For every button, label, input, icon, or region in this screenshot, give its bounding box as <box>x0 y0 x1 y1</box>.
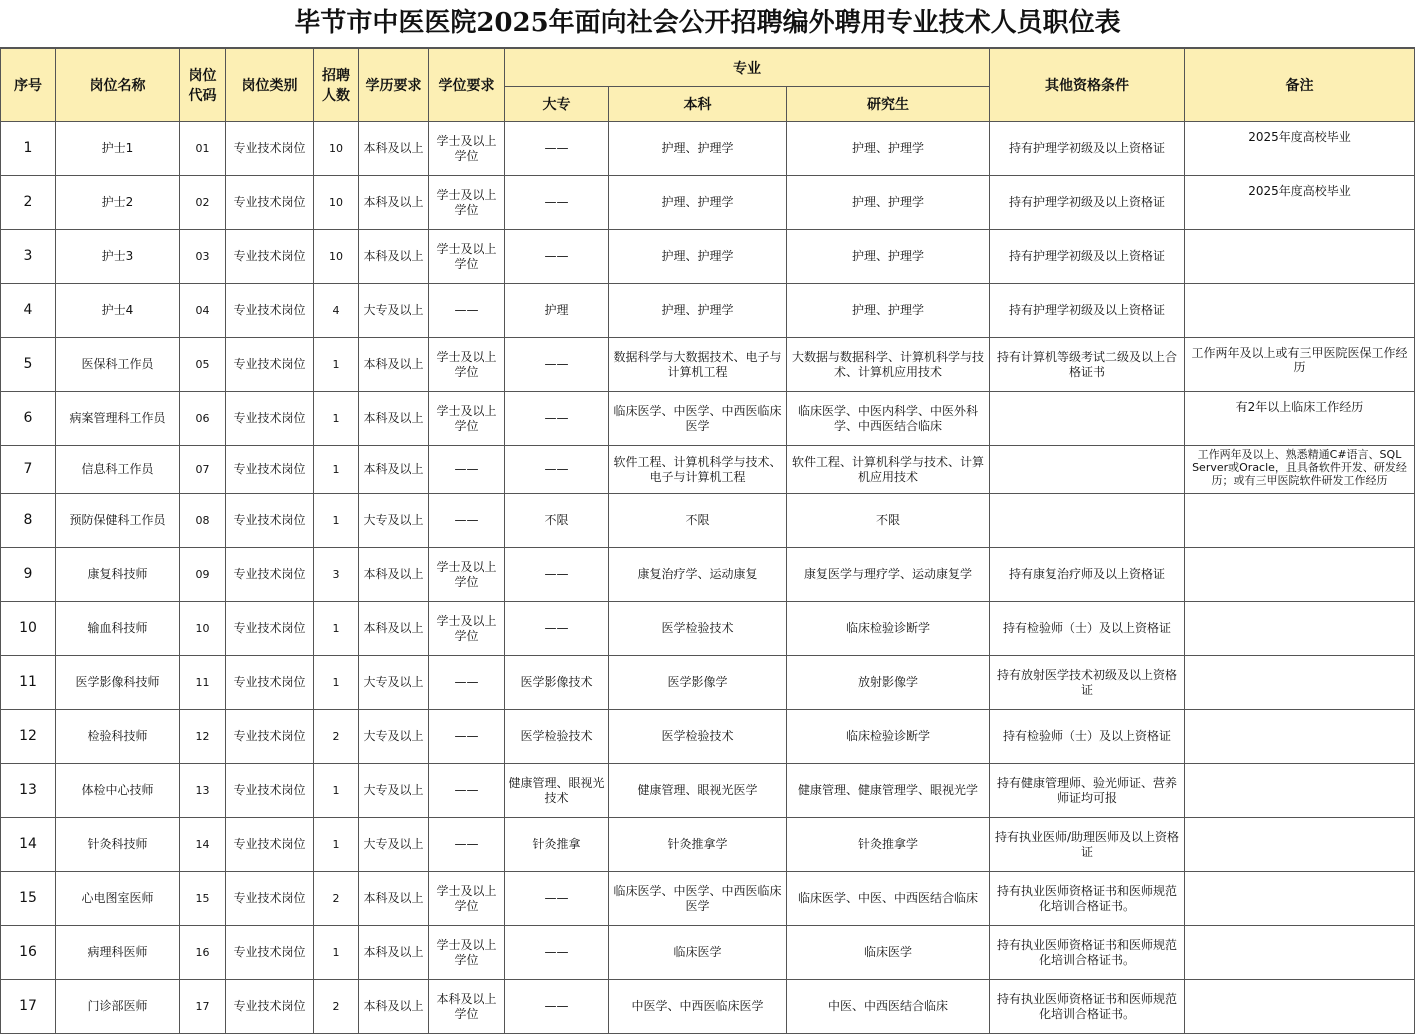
cell-other: 持有执业医师资格证书和医师规范化培训合格证书。 <box>990 926 1185 980</box>
cell-junior: 健康管理、眼视光技术 <box>505 764 609 818</box>
cell-code: 03 <box>180 230 226 284</box>
cell-note <box>1185 872 1415 926</box>
cell-other: 持有护理学初级及以上资格证 <box>990 176 1185 230</box>
cell-code: 17 <box>180 980 226 1034</box>
table-body <box>1 122 1415 1034</box>
cell-junior: 针灸推拿 <box>505 818 609 872</box>
cell-degree: 学士及以上学位 <box>429 230 505 284</box>
cell-code: 11 <box>180 656 226 710</box>
cell-seq: 4 <box>1 284 56 338</box>
cell-seq: 9 <box>1 548 56 602</box>
cell-code: 05 <box>180 338 226 392</box>
cell-other: 持有执业医师资格证书和医师规范化培训合格证书。 <box>990 980 1185 1034</box>
cell-seq: 16 <box>1 926 56 980</box>
cell-note <box>1185 656 1415 710</box>
cell-seq: 12 <box>1 710 56 764</box>
cell-seq: 17 <box>1 980 56 1034</box>
cell-count: 1 <box>314 818 359 872</box>
cell-grad: 大数据与数据科学、计算机科学与技术、计算机应用技术 <box>787 338 990 392</box>
header-type: 岗位类别 <box>226 49 314 122</box>
cell-code: 01 <box>180 122 226 176</box>
cell-note <box>1185 926 1415 980</box>
cell-grad: 针灸推拿学 <box>787 818 990 872</box>
cell-name: 护士4 <box>56 284 180 338</box>
cell-note <box>1185 710 1415 764</box>
cell-type: 专业技术岗位 <box>226 872 314 926</box>
cell-bachelor: 中医学、中西医临床医学 <box>609 980 787 1034</box>
cell-bachelor: 数据科学与大数据技术、电子与计算机工程 <box>609 338 787 392</box>
header-edu: 学历要求 <box>359 49 429 122</box>
cell-type: 专业技术岗位 <box>226 230 314 284</box>
cell-note: 2025年度高校毕业 <box>1185 122 1415 176</box>
cell-bachelor: 针灸推拿学 <box>609 818 787 872</box>
cell-type: 专业技术岗位 <box>226 656 314 710</box>
cell-type: 专业技术岗位 <box>226 602 314 656</box>
header-bachelor: 本科 <box>609 87 787 122</box>
cell-code: 16 <box>180 926 226 980</box>
cell-edu: 大专及以上 <box>359 764 429 818</box>
cell-bachelor: 临床医学、中医学、中西医临床医学 <box>609 872 787 926</box>
cell-junior: —— <box>505 602 609 656</box>
cell-name: 输血科技师 <box>56 602 180 656</box>
cell-junior: —— <box>505 338 609 392</box>
cell-other: 持有护理学初级及以上资格证 <box>990 230 1185 284</box>
cell-seq: 1 <box>1 122 56 176</box>
cell-junior: —— <box>505 176 609 230</box>
cell-edu: 本科及以上 <box>359 926 429 980</box>
cell-count: 10 <box>314 122 359 176</box>
cell-note: 工作两年及以上、熟悉精通C#语言、SQL Server或Oracle，且具备软件开发、研发经历；或有三甲医院软件研发工作经历 <box>1185 446 1415 494</box>
cell-edu: 本科及以上 <box>359 392 429 446</box>
cell-bachelor: 康复治疗学、运动康复 <box>609 548 787 602</box>
table-row <box>1 710 1415 764</box>
cell-bachelor: 软件工程、计算机科学与技术、电子与计算机工程 <box>609 446 787 494</box>
cell-other <box>990 392 1185 446</box>
table-row <box>1 494 1415 548</box>
cell-edu: 大专及以上 <box>359 494 429 548</box>
cell-seq: 7 <box>1 446 56 494</box>
cell-other: 持有放射医学技术初级及以上资格证 <box>990 656 1185 710</box>
cell-degree: 学士及以上学位 <box>429 602 505 656</box>
cell-other: 持有检验师（士）及以上资格证 <box>990 710 1185 764</box>
cell-count: 2 <box>314 980 359 1034</box>
cell-note <box>1185 284 1415 338</box>
cell-type: 专业技术岗位 <box>226 764 314 818</box>
cell-note: 工作两年及以上或有三甲医院医保工作经历 <box>1185 338 1415 392</box>
cell-code: 08 <box>180 494 226 548</box>
table-row <box>1 818 1415 872</box>
table-row <box>1 446 1415 494</box>
cell-other: 持有护理学初级及以上资格证 <box>990 122 1185 176</box>
cell-name: 护士3 <box>56 230 180 284</box>
table-row <box>1 872 1415 926</box>
cell-note <box>1185 602 1415 656</box>
cell-grad: 临床医学、中医内科学、中医外科学、中西医结合临床 <box>787 392 990 446</box>
cell-note <box>1185 230 1415 284</box>
cell-junior: —— <box>505 872 609 926</box>
cell-type: 专业技术岗位 <box>226 446 314 494</box>
header-degree: 学位要求 <box>429 49 505 122</box>
cell-seq: 2 <box>1 176 56 230</box>
cell-note <box>1185 764 1415 818</box>
cell-note <box>1185 980 1415 1034</box>
cell-code: 12 <box>180 710 226 764</box>
cell-seq: 5 <box>1 338 56 392</box>
cell-degree: —— <box>429 446 505 494</box>
cell-note <box>1185 548 1415 602</box>
cell-junior: 护理 <box>505 284 609 338</box>
cell-count: 1 <box>314 602 359 656</box>
cell-junior: 医学检验技术 <box>505 710 609 764</box>
cell-degree: —— <box>429 284 505 338</box>
cell-grad: 康复医学与理疗学、运动康复学 <box>787 548 990 602</box>
header-other: 其他资格条件 <box>990 49 1185 122</box>
cell-name: 预防保健科工作员 <box>56 494 180 548</box>
cell-edu: 大专及以上 <box>359 818 429 872</box>
cell-code: 10 <box>180 602 226 656</box>
cell-name: 护士2 <box>56 176 180 230</box>
cell-junior: —— <box>505 230 609 284</box>
cell-bachelor: 医学影像学 <box>609 656 787 710</box>
cell-name: 检验科技师 <box>56 710 180 764</box>
cell-degree: 学士及以上学位 <box>429 392 505 446</box>
cell-code: 02 <box>180 176 226 230</box>
cell-edu: 本科及以上 <box>359 872 429 926</box>
cell-name: 门诊部医师 <box>56 980 180 1034</box>
cell-junior: —— <box>505 392 609 446</box>
table-row <box>1 284 1415 338</box>
cell-degree: —— <box>429 818 505 872</box>
cell-bachelor: 健康管理、眼视光医学 <box>609 764 787 818</box>
cell-junior: —— <box>505 926 609 980</box>
cell-degree: —— <box>429 494 505 548</box>
header-grad: 研究生 <box>787 87 990 122</box>
cell-type: 专业技术岗位 <box>226 710 314 764</box>
cell-seq: 15 <box>1 872 56 926</box>
cell-seq: 3 <box>1 230 56 284</box>
table-row <box>1 176 1415 230</box>
cell-degree: 学士及以上学位 <box>429 926 505 980</box>
cell-code: 14 <box>180 818 226 872</box>
cell-code: 07 <box>180 446 226 494</box>
cell-grad: 护理、护理学 <box>787 230 990 284</box>
cell-note <box>1185 494 1415 548</box>
cell-name: 康复科技师 <box>56 548 180 602</box>
header-major: 专业 <box>505 49 990 87</box>
cell-grad: 健康管理、健康管理学、眼视光学 <box>787 764 990 818</box>
table-row <box>1 122 1415 176</box>
cell-grad: 放射影像学 <box>787 656 990 710</box>
cell-bachelor: 临床医学、中医学、中西医临床医学 <box>609 392 787 446</box>
cell-bachelor: 护理、护理学 <box>609 230 787 284</box>
cell-edu: 本科及以上 <box>359 176 429 230</box>
table-row <box>1 980 1415 1034</box>
table-row <box>1 392 1415 446</box>
cell-name: 医保科工作员 <box>56 338 180 392</box>
cell-degree: —— <box>429 656 505 710</box>
cell-other <box>990 494 1185 548</box>
header-count: 招聘人数 <box>314 49 359 122</box>
cell-junior: —— <box>505 548 609 602</box>
cell-count: 3 <box>314 548 359 602</box>
cell-count: 1 <box>314 392 359 446</box>
cell-degree: 学士及以上学位 <box>429 122 505 176</box>
cell-note <box>1185 818 1415 872</box>
table-row <box>1 230 1415 284</box>
page-title: 毕节市中医医院2025年面向社会公开招聘编外聘用专业技术人员职位表 <box>0 0 1415 48</box>
cell-grad: 临床检验诊断学 <box>787 602 990 656</box>
cell-edu: 本科及以上 <box>359 122 429 176</box>
table-row <box>1 926 1415 980</box>
cell-grad: 临床医学 <box>787 926 990 980</box>
cell-degree: —— <box>429 764 505 818</box>
cell-grad: 中医、中西医结合临床 <box>787 980 990 1034</box>
cell-seq: 8 <box>1 494 56 548</box>
cell-junior: —— <box>505 980 609 1034</box>
cell-junior: 不限 <box>505 494 609 548</box>
cell-other: 持有检验师（士）及以上资格证 <box>990 602 1185 656</box>
cell-bachelor: 医学检验技术 <box>609 710 787 764</box>
cell-name: 医学影像科技师 <box>56 656 180 710</box>
cell-edu: 大专及以上 <box>359 710 429 764</box>
cell-note: 2025年度高校毕业 <box>1185 176 1415 230</box>
cell-edu: 大专及以上 <box>359 656 429 710</box>
table-row <box>1 338 1415 392</box>
cell-count: 1 <box>314 338 359 392</box>
header-junior: 大专 <box>505 87 609 122</box>
cell-type: 专业技术岗位 <box>226 122 314 176</box>
header-note: 备注 <box>1185 49 1415 122</box>
cell-degree: 学士及以上学位 <box>429 176 505 230</box>
cell-seq: 10 <box>1 602 56 656</box>
cell-edu: 本科及以上 <box>359 602 429 656</box>
cell-junior: —— <box>505 122 609 176</box>
cell-count: 4 <box>314 284 359 338</box>
cell-type: 专业技术岗位 <box>226 338 314 392</box>
cell-seq: 14 <box>1 818 56 872</box>
cell-degree: 学士及以上学位 <box>429 548 505 602</box>
cell-other: 持有执业医师/助理医师及以上资格证 <box>990 818 1185 872</box>
cell-code: 06 <box>180 392 226 446</box>
cell-name: 护士1 <box>56 122 180 176</box>
table-row <box>1 656 1415 710</box>
cell-other <box>990 446 1185 494</box>
header-name: 岗位名称 <box>56 49 180 122</box>
cell-type: 专业技术岗位 <box>226 176 314 230</box>
cell-edu: 本科及以上 <box>359 980 429 1034</box>
cell-other: 持有执业医师资格证书和医师规范化培训合格证书。 <box>990 872 1185 926</box>
cell-other: 持有康复治疗师及以上资格证 <box>990 548 1185 602</box>
cell-other: 持有护理学初级及以上资格证 <box>990 284 1185 338</box>
cell-edu: 本科及以上 <box>359 548 429 602</box>
cell-grad: 不限 <box>787 494 990 548</box>
cell-name: 病案管理科工作员 <box>56 392 180 446</box>
cell-grad: 软件工程、计算机科学与技术、计算机应用技术 <box>787 446 990 494</box>
cell-junior: —— <box>505 446 609 494</box>
cell-name: 体检中心技师 <box>56 764 180 818</box>
cell-bachelor: 护理、护理学 <box>609 284 787 338</box>
cell-code: 15 <box>180 872 226 926</box>
cell-count: 2 <box>314 872 359 926</box>
cell-seq: 11 <box>1 656 56 710</box>
cell-edu: 大专及以上 <box>359 284 429 338</box>
cell-note: 有2年以上临床工作经历 <box>1185 392 1415 446</box>
positions-table <box>0 48 1415 1034</box>
cell-type: 专业技术岗位 <box>226 548 314 602</box>
cell-code: 13 <box>180 764 226 818</box>
cell-type: 专业技术岗位 <box>226 818 314 872</box>
cell-degree: —— <box>429 710 505 764</box>
cell-grad: 护理、护理学 <box>787 284 990 338</box>
cell-code: 04 <box>180 284 226 338</box>
cell-degree: 本科及以上学位 <box>429 980 505 1034</box>
cell-other: 持有健康管理师、验光师证、营养师证均可报 <box>990 764 1185 818</box>
cell-edu: 本科及以上 <box>359 338 429 392</box>
cell-type: 专业技术岗位 <box>226 392 314 446</box>
cell-seq: 6 <box>1 392 56 446</box>
cell-count: 1 <box>314 656 359 710</box>
table-row <box>1 602 1415 656</box>
cell-type: 专业技术岗位 <box>226 494 314 548</box>
cell-code: 09 <box>180 548 226 602</box>
cell-junior: 医学影像技术 <box>505 656 609 710</box>
cell-count: 1 <box>314 926 359 980</box>
cell-name: 信息科工作员 <box>56 446 180 494</box>
cell-edu: 本科及以上 <box>359 230 429 284</box>
cell-grad: 护理、护理学 <box>787 122 990 176</box>
cell-bachelor: 医学检验技术 <box>609 602 787 656</box>
cell-bachelor: 不限 <box>609 494 787 548</box>
table-row <box>1 764 1415 818</box>
header-code: 岗位代码 <box>180 49 226 122</box>
cell-edu: 本科及以上 <box>359 446 429 494</box>
cell-count: 10 <box>314 176 359 230</box>
cell-grad: 临床检验诊断学 <box>787 710 990 764</box>
cell-degree: 学士及以上学位 <box>429 338 505 392</box>
cell-count: 2 <box>314 710 359 764</box>
header-seq: 序号 <box>1 49 56 122</box>
cell-count: 1 <box>314 764 359 818</box>
cell-bachelor: 临床医学 <box>609 926 787 980</box>
cell-type: 专业技术岗位 <box>226 980 314 1034</box>
cell-type: 专业技术岗位 <box>226 284 314 338</box>
table-row <box>1 548 1415 602</box>
cell-bachelor: 护理、护理学 <box>609 122 787 176</box>
cell-other: 持有计算机等级考试二级及以上合格证书 <box>990 338 1185 392</box>
cell-count: 1 <box>314 494 359 548</box>
cell-bachelor: 护理、护理学 <box>609 176 787 230</box>
cell-grad: 临床医学、中医、中西医结合临床 <box>787 872 990 926</box>
cell-type: 专业技术岗位 <box>226 926 314 980</box>
cell-degree: 学士及以上学位 <box>429 872 505 926</box>
cell-seq: 13 <box>1 764 56 818</box>
cell-count: 10 <box>314 230 359 284</box>
cell-grad: 护理、护理学 <box>787 176 990 230</box>
cell-name: 病理科医师 <box>56 926 180 980</box>
cell-count: 1 <box>314 446 359 494</box>
cell-name: 心电图室医师 <box>56 872 180 926</box>
cell-name: 针灸科技师 <box>56 818 180 872</box>
